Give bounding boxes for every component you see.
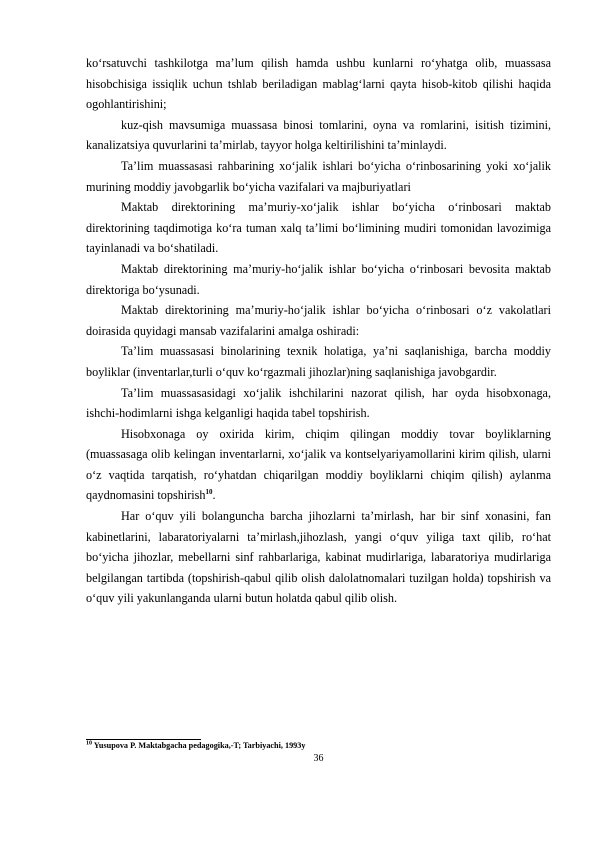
paragraph-10: Har o‘quv yili bolanguncha barcha jihozlarni ta’mirlash, har bir sinf xonasini, fan kabinetlarini, labaratoriyalarni ta’mirlash,jihozlash, yangi o‘quv yiliga taxt qilib, ro‘hat bo‘yicha jihozlar, mebellarni sinf rahbarlariga, kabinat mudirlariga, labaratoriya mudirlariga belgilangan tartibda (topshirish-qabul qilib olish dalolatnomalari tuzilgan holda) topshirish va o‘quv yili yakunlanganda ularni butun holatda qabul qilib olish. [86,509,551,606]
page-number: 36 [313,753,324,764]
paragraph-5: Maktab direktorining ma’muriy-ho‘jalik ishlar bo‘yicha o‘rinbosari bevosita maktab direktoriga bo‘ysunadi. [86,261,551,297]
footnote-number: 10 [86,740,92,747]
footnote-divider [86,739,201,740]
paragraph-8: Ta’lim muassasasidagi xo‘jalik ishchilarini nazorat qilish, har oyda hisobxonaga, ishchi-hodimlarni ishga kelganligi haqida tabel topshirish. [86,385,551,421]
paragraph-9 [86,424,551,506]
paragraph-9-suffix: . [212,488,216,503]
paragraph-4: Maktab direktorining ma’muriy-xo‘jalik ishlar bo‘yicha o‘rinbosari maktab direktorining taqdimotiga ko‘ra tuman xalq ta’limi bo‘limining mudiri tomonidan lavozimiga tayinlanadi va bo‘shatiladi. [86,200,551,256]
footnote-text: Yusupova P. Maktabgacha pedagogika,-T; Tarbiyachi, 1993y [92,741,306,750]
paragraph-6: Maktab direktorining ma’muriy-ho‘jalik ishlar bo‘yicha o‘rinbosari o‘z vakolatlari doirasida quyidagi mansab vazifalarini amalga oshiradi: [86,303,551,338]
paragraph-3: Ta’lim muassasasi rahbarining xo‘jalik ishlari bo‘yicha o‘rinbosarining yoki xo‘jalik murining moddiy javobgarlik bo‘yicha vazifalari va majburiyatlari [86,158,551,194]
footnote [86,741,551,751]
paragraph-2: kuz-qish mavsumiga muassasa binosi tomlarini, oyna va romlarini, isitish tizimini, kanalizatsiya quvurlarini ta’mirlab, tayyor holga keltirilishini ta’minlaydi. [86,117,551,153]
page-body [86,53,551,609]
paragraph-1: ko‘rsatuvchi tashkilotga ma’lum qilish hamda ushbu kunlarni ro‘yhatga olib, muassasa hisobchisiga issiqlik uchun tshlab beriladigan mablag‘larni qayta hisob-kitob qilishi haqida ogohlantirishini; [86,56,551,112]
paragraph-9-text: Hisobxonaga oy oxirida kirim, chiqim qilingan moddiy tovar boyliklarning (muassasaga olib kelingan inventarlarni, xo‘jalik va kontselyariyamollarini kirim qilish, ularni o‘z vaqtida tarqatish, ro‘yhatdan chiqarilgan moddiy boyliklarni chiqim qilish) aylanma qaydnomasini topshirish [86,426,551,503]
paragraph-7: Ta’lim muassasasi binolarining texnik holatiga, ya’ni saqlanishiga, barcha moddiy boyliklar (inventarlar,turli o‘quv ko‘rgazmali jihozlar)ning saqlanishiga javobgardir. [86,344,551,379]
footnote-reference[interactable]: 10 [205,488,213,497]
